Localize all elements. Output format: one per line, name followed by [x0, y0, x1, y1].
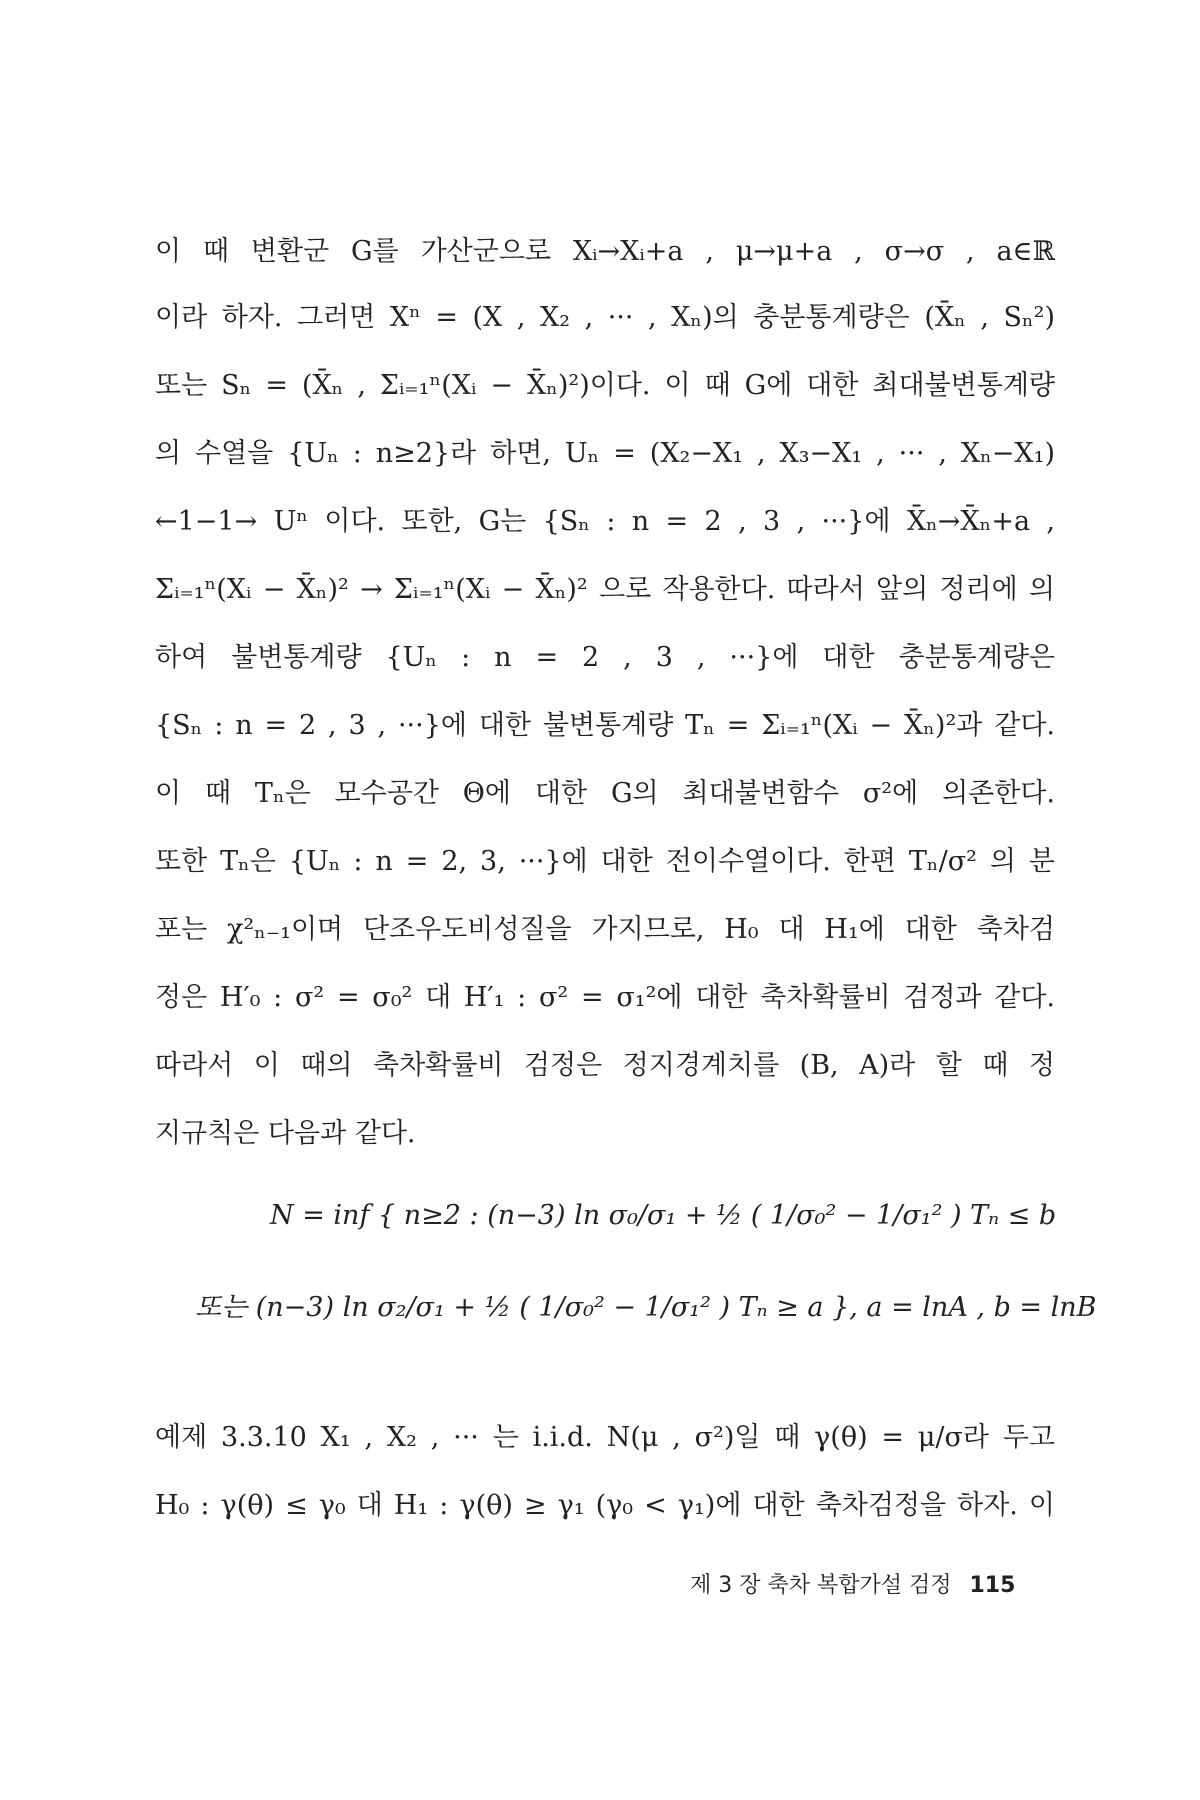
body-line-11: 포는 χ²ₙ₋₁이며 단조우도비성질을 가지므로, H₀ 대 H₁에 대한 축차검 [155, 914, 1055, 945]
body-line-9: 이 때 Tₙ은 모수공간 Θ에 대한 G의 최대불변함수 σ²에 의존한다. [155, 778, 1055, 809]
body-line-14: 지규칙은 다음과 같다. [155, 1118, 416, 1149]
body-line-7: 하여 불변통계량 {Uₙ : n = 2 , 3 , ···}에 대한 충분통계량은 [155, 642, 1055, 673]
body-line-12: 정은 H′₀ : σ² = σ₀² 대 H′₁ : σ² = σ₁²에 대한 축차확률비 검정과 같다. [155, 982, 1055, 1013]
stopping-rule-formula-line-2: 또는 (n−3) ln σ₂/σ₁ + ½ ( 1/σ₀² − 1/σ₁² ) Tₙ ≥ a }, a = lnA , b = lnB [195, 1292, 1097, 1323]
example-line-2: H₀ : γ(θ) ≤ γ₀ 대 H₁ : γ(θ) ≥ γ₁ (γ₀ < γ₁)에 대한 축차검정을 하자. 이 [155, 1490, 1055, 1521]
body-line-4: 의 수열을 {Uₙ : n≥2}라 하면, Uₙ = (X₂−X₁ , X₃−X₁ , ··· , Xₙ−X₁) [155, 438, 1055, 469]
example-line-1: 예제 3.3.10 X₁ , X₂ , ··· 는 i.i.d. N(μ , σ²)일 때 γ(θ) = μ/σ라 두고 [155, 1422, 1055, 1453]
body-line-6: Σᵢ₌₁ⁿ(Xᵢ − X̄ₙ)² → Σᵢ₌₁ⁿ(Xᵢ − X̄ₙ)² 으로 작용한다. 따라서 앞의 정리에 의 [155, 574, 1055, 605]
stopping-rule-formula-line-1: N = inf { n≥2 : (n−3) ln σ₀/σ₁ + ½ ( 1/σ₀² − 1/σ₁² ) Tₙ ≤ b [270, 1200, 1057, 1231]
body-line-8: {Sₙ : n = 2 , 3 , ···}에 대한 불변통계량 Tₙ = Σᵢ₌₁ⁿ(Xᵢ − X̄ₙ)²과 같다. [155, 710, 1055, 741]
body-line-2: 이라 하자. 그러면 Xⁿ = (X , X₂ , ··· , Xₙ)의 충분통계량은 (X̄ₙ , Sₙ²) [155, 302, 1055, 333]
page-number: 115 [969, 1573, 1016, 1598]
body-line-13: 따라서 이 때의 축차확률비 검정은 정지경계치를 (B, A)라 할 때 정 [155, 1050, 1055, 1081]
page-footer [690, 1568, 1015, 1599]
body-line-10: 또한 Tₙ은 {Uₙ : n = 2, 3, ···}에 대한 전이수열이다. 한편 Tₙ/σ² 의 분 [155, 846, 1055, 877]
body-line-3: 또는 Sₙ = (X̄ₙ , Σᵢ₌₁ⁿ(Xᵢ − X̄ₙ)²)이다. 이 때 G에 대한 최대불변통계량 [155, 370, 1055, 401]
body-line-5: ←1−1→ Uⁿ 이다. 또한, G는 {Sₙ : n = 2 , 3 , ···}에 X̄ₙ→X̄ₙ+a , [155, 506, 1055, 537]
chapter-title: 제 3 장 축차 복합가설 검정 [690, 1573, 952, 1598]
body-line-1: 이 때 변환군 G를 가산군으로 Xᵢ→Xᵢ+a , μ→μ+a , σ→σ , a∈ℝ [155, 236, 1055, 267]
